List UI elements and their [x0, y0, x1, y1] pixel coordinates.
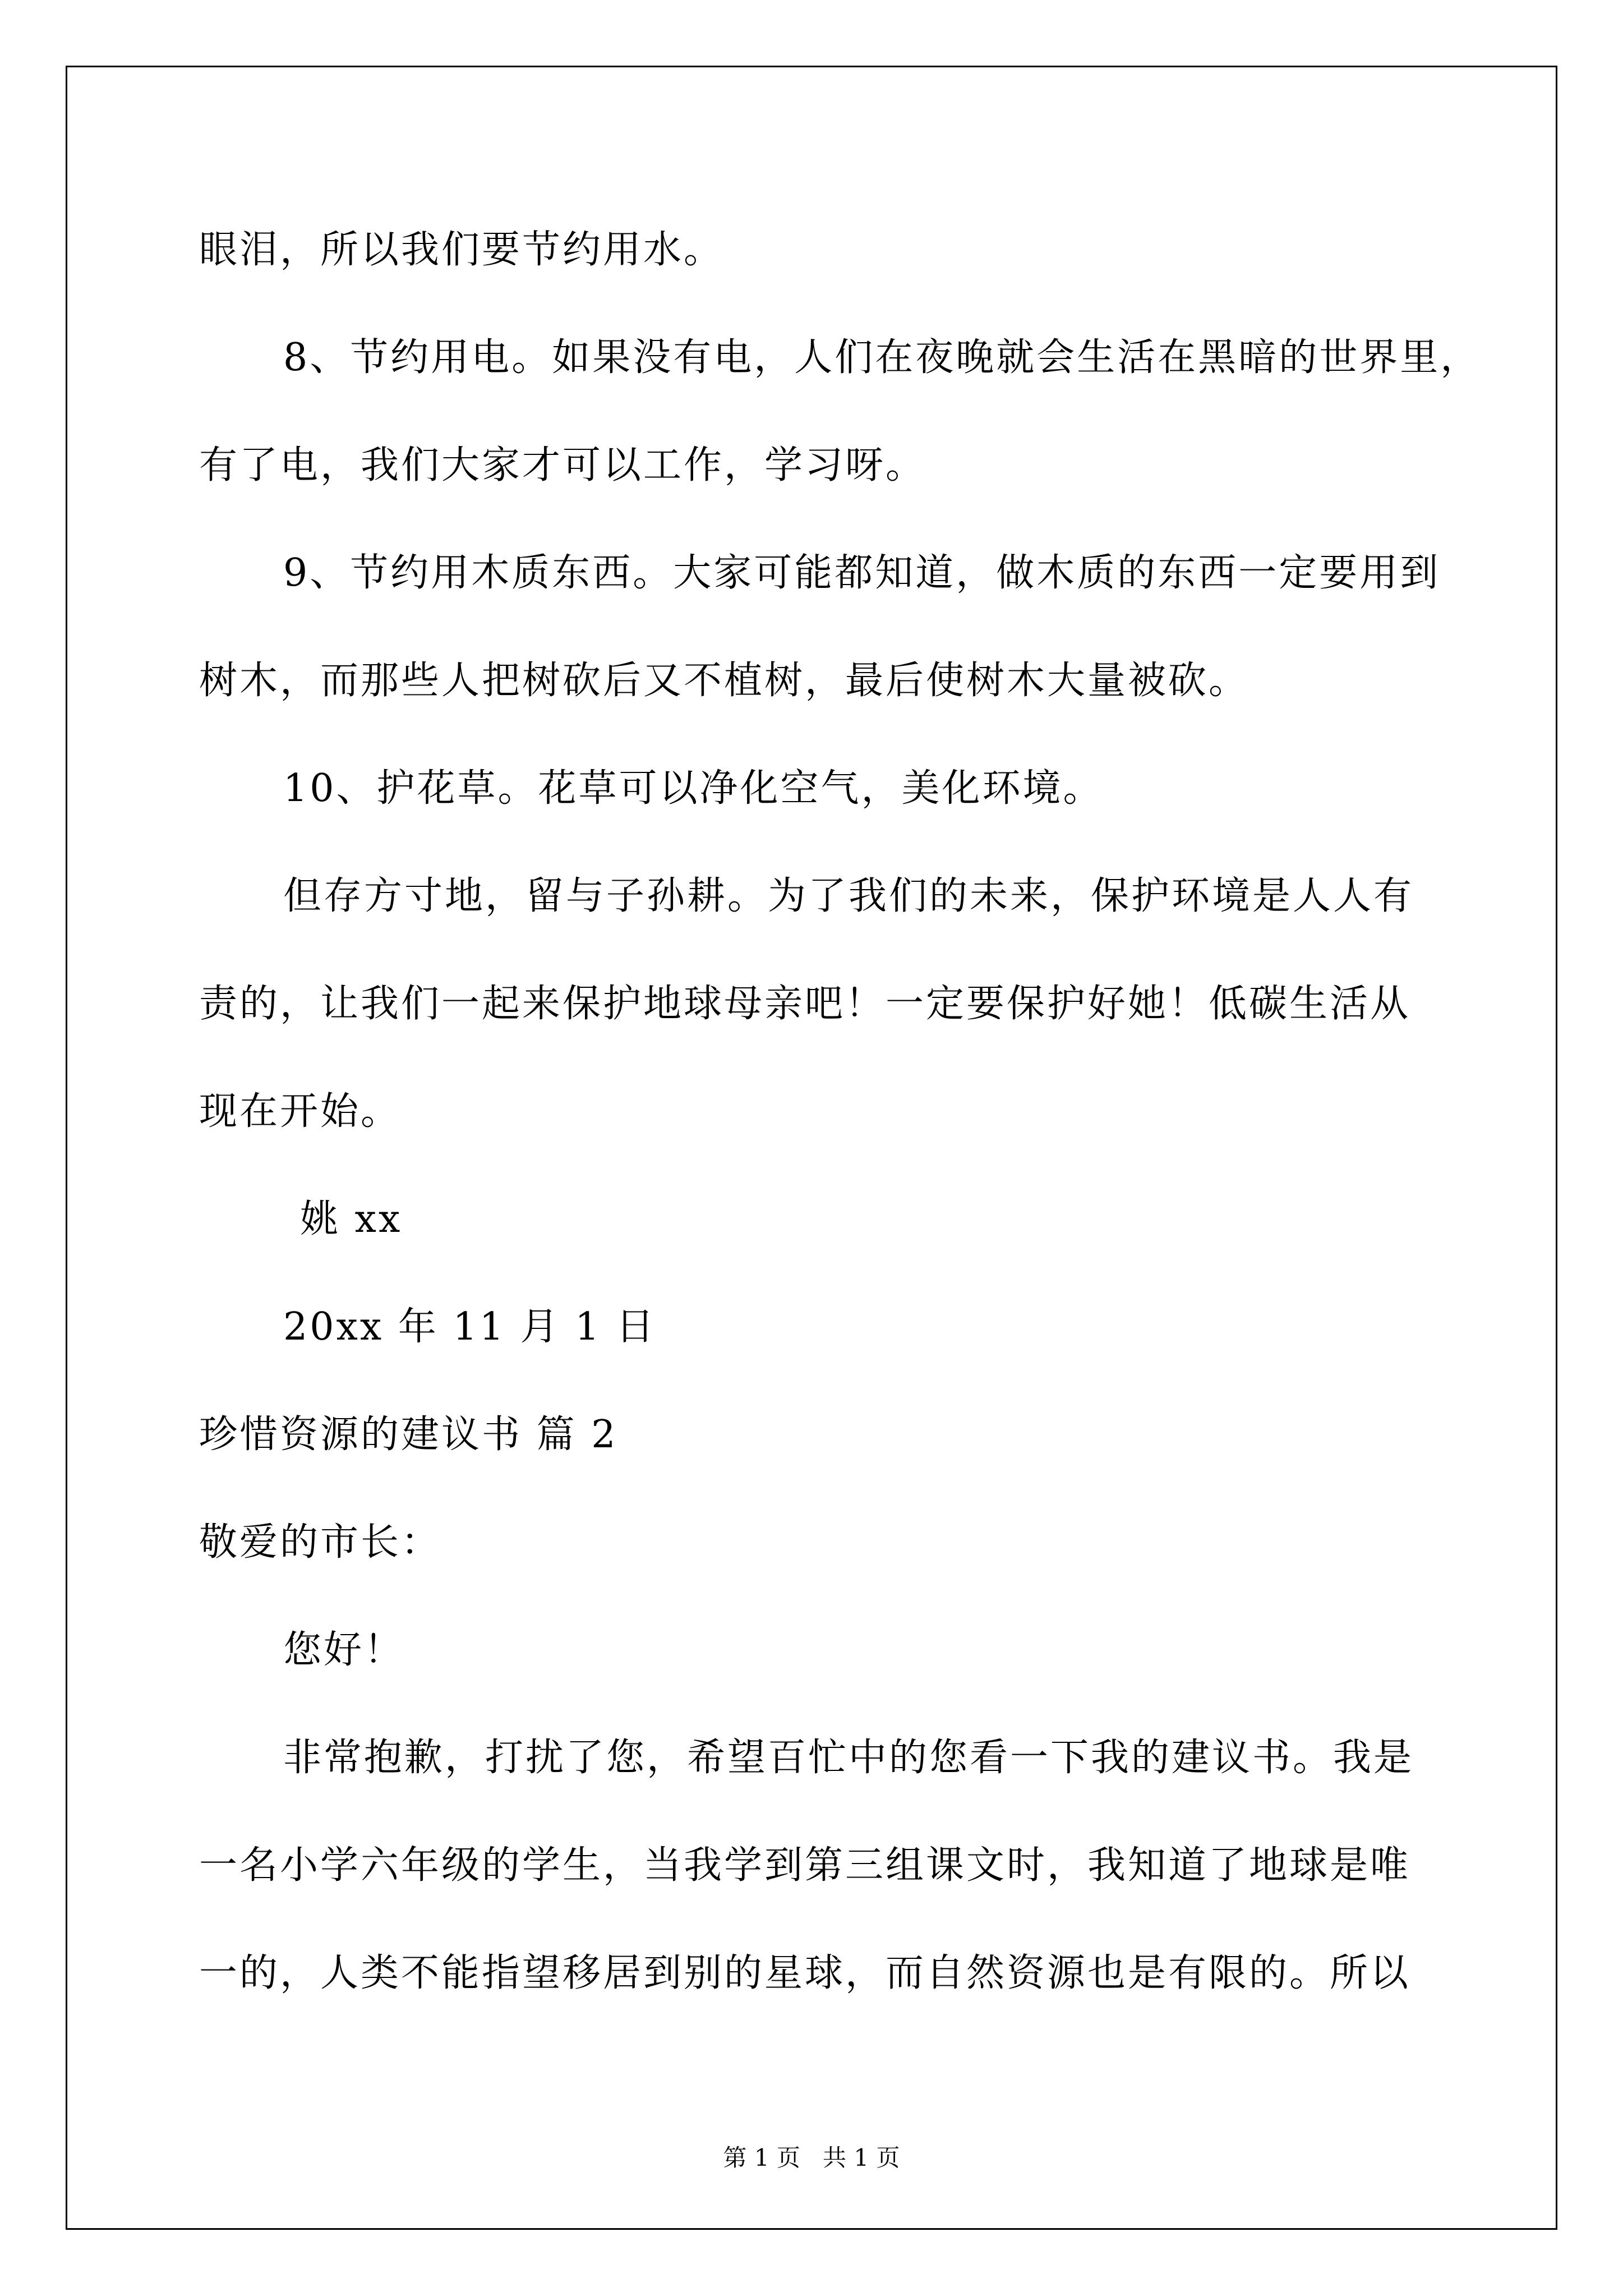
page-border	[66, 66, 1557, 2230]
text-line: 树木，而那些人把树砍后又不植树，最后使树木大量被砍。	[199, 659, 1249, 703]
text-line: 10、护花草。花草可以净化空气，美化环境。	[283, 766, 1104, 811]
text-line: 9、节约用木质东西。大家可能都知道，做木质的东西一定要用到	[283, 551, 1441, 595]
greeting: 您好！	[283, 1628, 405, 1672]
signature-date: 20xx 年 11 月 1 日	[283, 1305, 657, 1349]
signature-name: 姚 xx	[300, 1197, 403, 1241]
text-line: 非常抱歉，打扰了您，希望百忙中的您看一下我的建议书。我是	[283, 1736, 1414, 1780]
text-line: 眼泪，所以我们要节约用水。	[199, 228, 725, 272]
text-line: 一的，人类不能指望移居到别的星球，而自然资源也是有限的。所以	[199, 1951, 1411, 1995]
salutation: 敬爱的市长：	[199, 1520, 442, 1565]
text-line: 现在开始。	[199, 1089, 402, 1134]
text-line: 8、节约用电。如果没有电，人们在夜晚就会生活在黑暗的世界里，	[283, 335, 1481, 380]
text-line: 有了电，我们大家才可以工作，学习呀。	[199, 443, 926, 487]
text-line: 责的，让我们一起来保护地球母亲吧！一定要保护好她！低碳生活从	[199, 982, 1411, 1026]
section-title: 珍惜资源的建议书 篇 2	[199, 1412, 618, 1457]
text-line: 一名小学六年级的学生，当我学到第三组课文时，我知道了地球是唯	[199, 1843, 1411, 1888]
page-footer: 第 1 页 共 1 页	[723, 2144, 900, 2171]
text-line: 但存方寸地，留与子孙耕。为了我们的未来，保护环境是人人有	[283, 874, 1414, 918]
